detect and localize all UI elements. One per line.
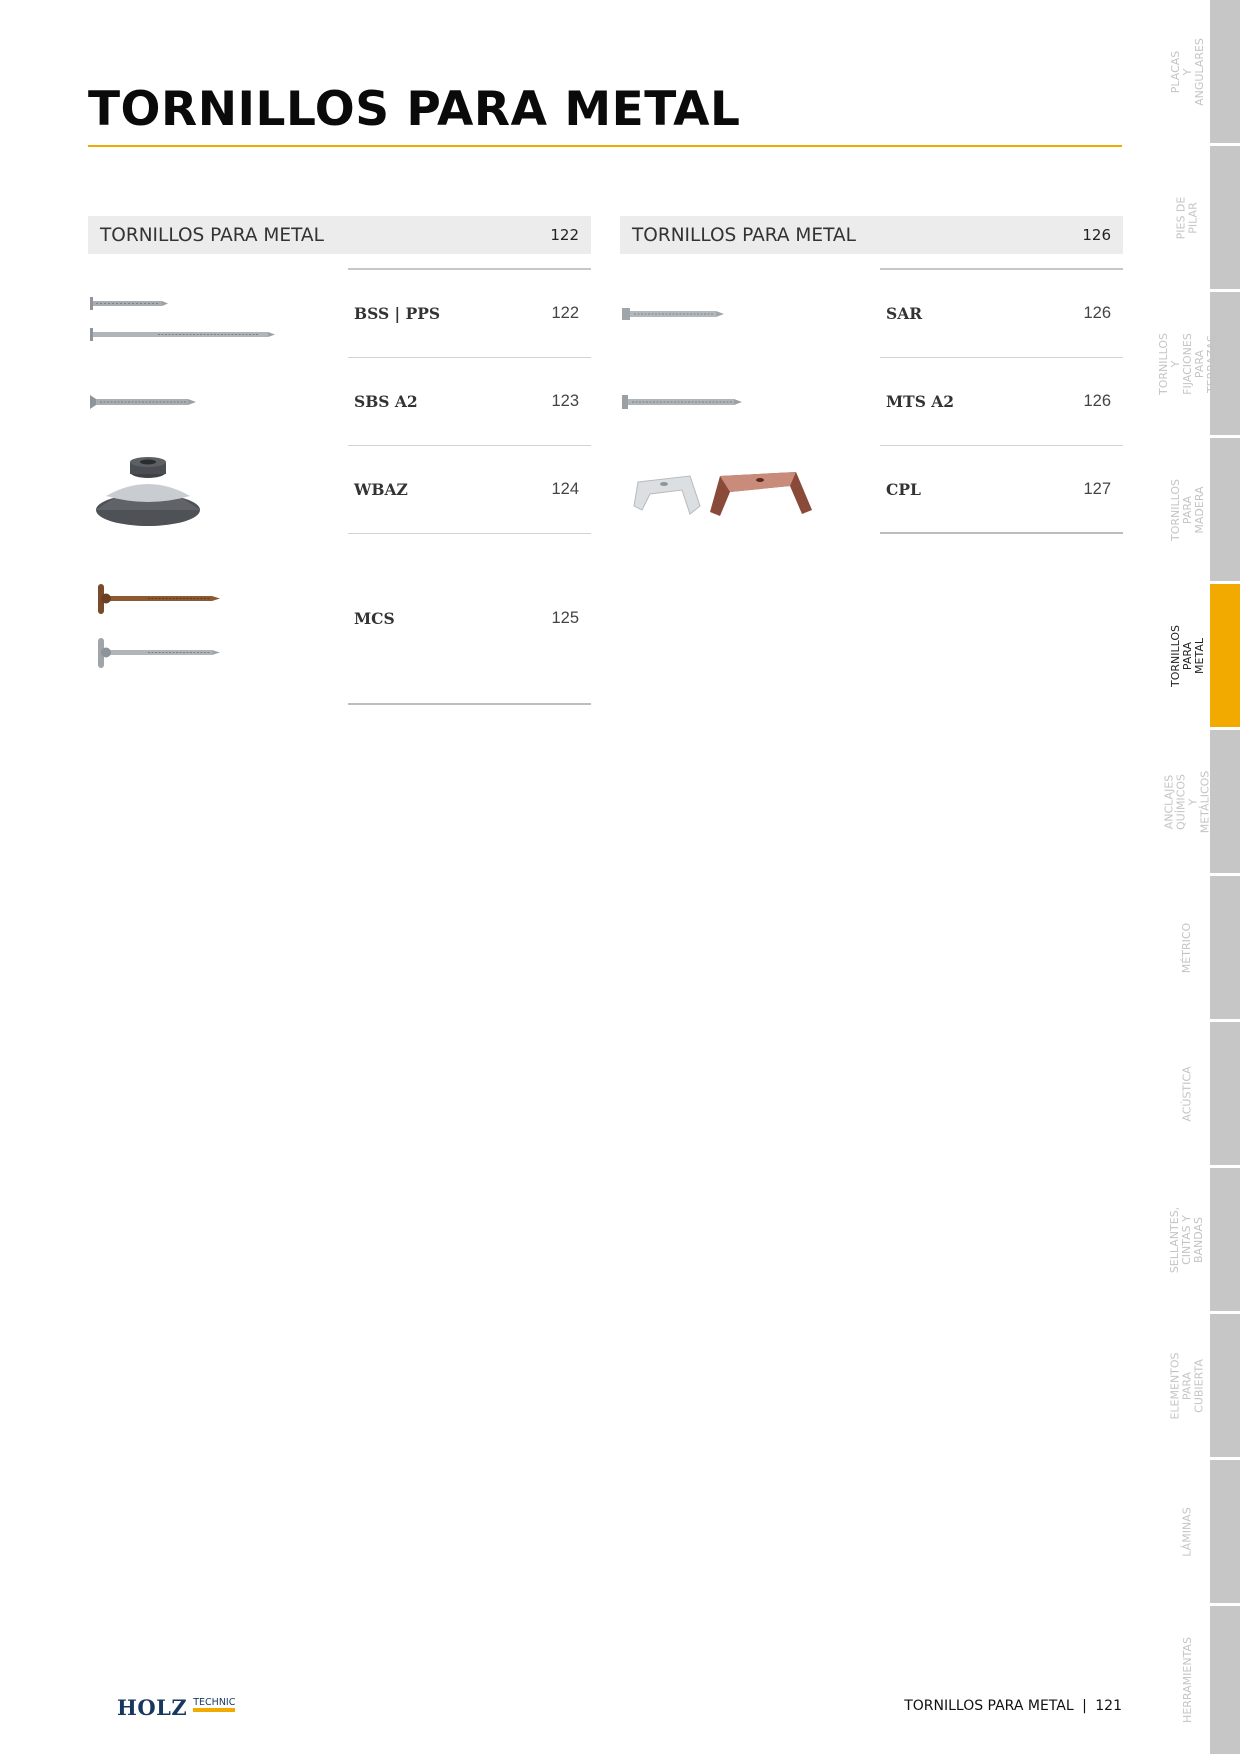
right-header-title: TORNILLOS PARA METAL xyxy=(632,224,856,246)
product-row-mts-a2[interactable] xyxy=(880,358,1123,446)
product-name: MTS A2 xyxy=(886,392,955,411)
product-page: 124 xyxy=(551,480,579,498)
product-row-sbs-a2[interactable] xyxy=(348,358,591,446)
sidebar-label[interactable]: ANCLAJES QUÍMICOS Y METÁLICOS xyxy=(1162,770,1212,833)
right-product-column xyxy=(620,216,1123,534)
product-row-cpl[interactable] xyxy=(880,446,1123,534)
page-footer xyxy=(904,1698,1122,1714)
sidebar-label[interactable]: HERRAMIENTAS xyxy=(1180,1637,1194,1723)
page-title: TORNILLOS PARA METAL xyxy=(88,82,741,137)
brand-logo xyxy=(117,1695,235,1720)
sidebar-tab-herramientas[interactable] xyxy=(1210,1606,1240,1754)
left-column-header[interactable] xyxy=(88,216,591,254)
footer-separator: | xyxy=(1082,1698,1087,1714)
footer-section: TORNILLOS PARA METAL xyxy=(904,1698,1074,1714)
section-sidebar xyxy=(1210,0,1240,1754)
product-page: 122 xyxy=(551,304,579,322)
product-name: SBS A2 xyxy=(354,392,418,411)
sidebar-tab-laminas[interactable] xyxy=(1210,1460,1240,1603)
footer-page-number: 121 xyxy=(1095,1698,1122,1714)
sidebar-tab-cubierta[interactable] xyxy=(1210,1314,1240,1457)
right-column-header[interactable] xyxy=(620,216,1123,254)
sidebar-tab-metal[interactable] xyxy=(1210,584,1240,727)
sidebar-label[interactable]: SELLANTES, CINTAS Y BANDAS xyxy=(1168,1206,1206,1273)
sidebar-tab-sellantes[interactable] xyxy=(1210,1168,1240,1311)
product-row-mcs[interactable] xyxy=(348,534,591,705)
product-name: MCS xyxy=(354,609,395,628)
bracket-clips-icon xyxy=(620,446,850,532)
sidebar-label[interactable]: LÁMINAS xyxy=(1180,1506,1194,1557)
washer-icon xyxy=(88,446,318,533)
product-name: SAR xyxy=(886,304,923,323)
product-name: BSS | PPS xyxy=(354,304,441,323)
left-product-column xyxy=(88,216,591,705)
product-row-sar[interactable] xyxy=(880,270,1123,358)
sidebar-label-active[interactable]: TORNILLOS PARA METAL xyxy=(1168,624,1206,687)
product-row-wbaz[interactable] xyxy=(348,446,591,534)
product-page: 123 xyxy=(551,392,579,410)
left-header-page: 122 xyxy=(550,226,579,244)
product-page: 126 xyxy=(1083,392,1111,410)
sidebar-tab-pies-de-pilar[interactable] xyxy=(1210,146,1240,289)
sidebar-label[interactable]: PLACAS Y ANGULARES xyxy=(1168,37,1206,106)
product-page: 126 xyxy=(1083,304,1111,322)
sidebar-tab-metrico[interactable] xyxy=(1210,876,1240,1019)
product-row-bss-pps[interactable] xyxy=(348,270,591,358)
product-name: CPL xyxy=(886,479,921,499)
sidebar-tab-placas[interactable] xyxy=(1210,0,1240,143)
screw-icon xyxy=(620,270,850,357)
sidebar-label[interactable]: ACÚSTICA xyxy=(1180,1065,1194,1122)
sidebar-tab-acustica[interactable] xyxy=(1210,1022,1240,1165)
sidebar-tab-madera[interactable] xyxy=(1210,438,1240,581)
sidebar-tab-anclajes[interactable] xyxy=(1210,730,1240,873)
product-page: 127 xyxy=(1083,479,1111,498)
sidebar-label[interactable]: PIES DE PILAR xyxy=(1174,196,1200,239)
screw-icon xyxy=(620,358,850,445)
sidebar-label[interactable]: TORNILLOS PARA MADERA xyxy=(1168,478,1206,541)
roofing-screws-icon xyxy=(88,534,318,703)
logo-sub-text: TECHNIC xyxy=(193,1697,235,1712)
sidebar-label[interactable]: MÉTRICO xyxy=(1180,922,1194,973)
product-page: 125 xyxy=(551,609,579,627)
logo-main-text: HOLZ xyxy=(117,1695,188,1720)
sidebar-label[interactable]: ELEMENTOS PARA CUBIERTA xyxy=(1168,1351,1206,1420)
title-divider xyxy=(88,145,1122,147)
product-name: WBAZ xyxy=(354,480,408,499)
sidebar-label[interactable]: TORNILLOS Y FIJACIONES PARA TERRAZAS xyxy=(1156,332,1218,395)
two-screws-icon xyxy=(88,270,318,357)
left-header-title: TORNILLOS PARA METAL xyxy=(100,224,324,246)
screw-icon xyxy=(88,358,318,445)
right-header-page: 126 xyxy=(1082,226,1111,244)
